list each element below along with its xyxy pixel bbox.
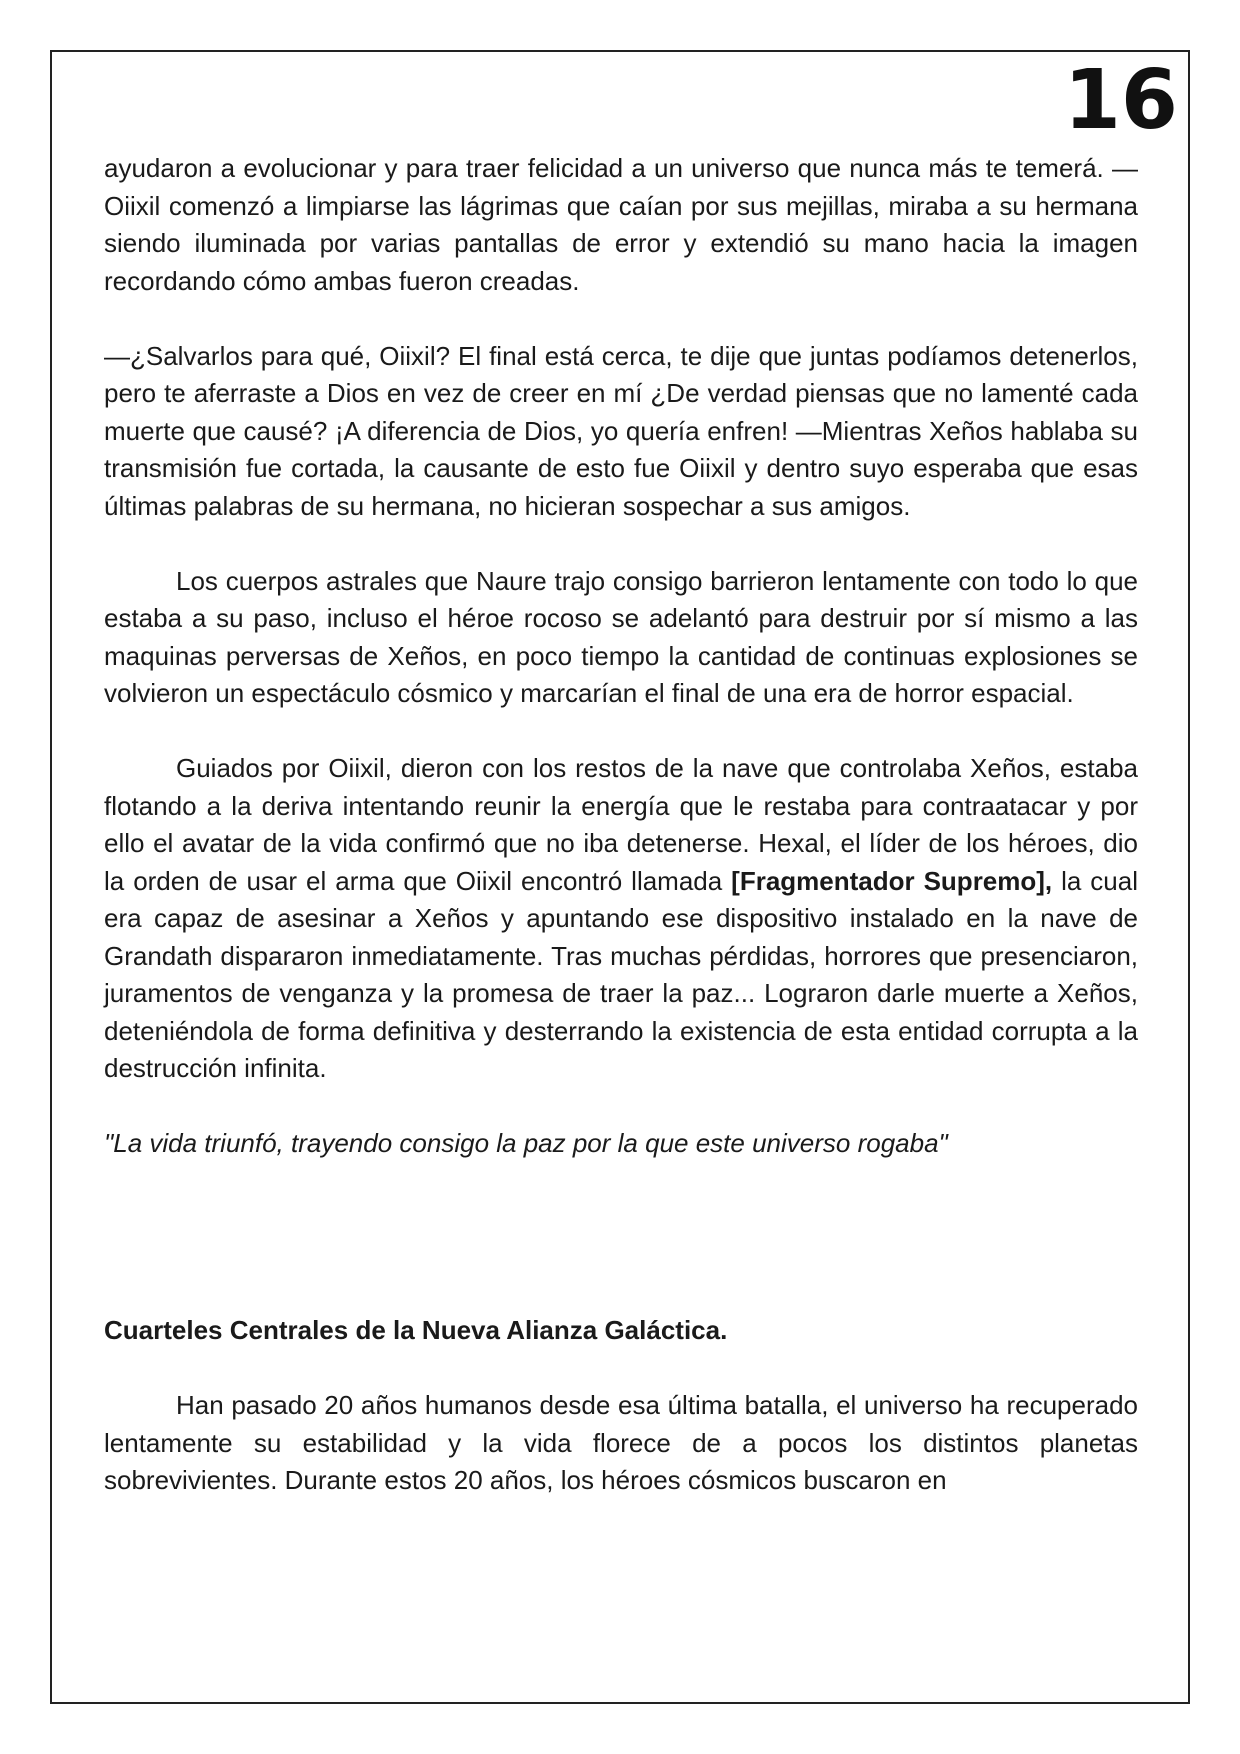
- document-body: [104, 150, 1138, 1537]
- weapon-name: [Fragmentador Supremo],: [731, 865, 1053, 896]
- paragraph-1: ayudaron a evolucionar y para traer felicidad a un universo que nunca más te temerá. —Oiixil comenzó a limpiarse las lágrimas que caían por sus mejillas, miraba a su hermana siendo iluminada por varias pantallas de error y extendió su mano hacia la imagen recordando cómo ambas fueron creadas.: [104, 153, 1138, 296]
- closing-quote: "La vida triunfó, trayendo consigo la paz por la que este universo rogaba": [104, 1128, 948, 1158]
- paragraph-4-text-after: la cual era capaz de asesinar a Xeños y apuntando ese dispositivo instalado en la nave de Grandath dispararon inmediatamente. Tras muchas pérdidas, horrores que presenciaron, juramentos de venganza y la promesa de traer la paz... Lograron darle muerte a Xeños, deteniéndola de forma definitiva y desterrando la existencia de esta entidad corrupta a la destrucción infinita.: [104, 865, 1138, 1083]
- paragraph-4-text-before: Guiados por Oiixil, dieron con los restos de la nave que controlaba Xeños, estaba flotando a la deriva intentando reunir la energía que le restaba para contraatacar y por ello el avatar de la vida confirmó que no iba detenerse. Hexal, el líder de los héroes, dio la orden de usar el arma que Oiixil encontró llamada: [104, 753, 1138, 896]
- paragraph-4: [104, 750, 1138, 1088]
- paragraph-3: Los cuerpos astrales que Naure trajo consigo barrieron lentamente con todo lo que estaba a su paso, incluso el héroe rocoso se adelantó para destruir por sí mismo a las maquinas perversas de Xeños, en poco tiempo la cantidad de continuas explosiones se volvieron un espectáculo cósmico y marcarían el final de una era de horror espacial.: [104, 565, 1138, 708]
- page-number: 16: [1063, 53, 1178, 148]
- section-heading: Cuarteles Centrales de la Nueva Alianza Galáctica.: [104, 1315, 728, 1345]
- paragraph-2: —¿Salvarlos para qué, Oiixil? El final está cerca, te dije que juntas podíamos detenerlos, pero te aferraste a Dios en vez de creer en mí ¿De verdad piensas que no lamenté cada muerte que causé? ¡A diferencia de Dios, yo quería enfren! —Mientras Xeños hablaba su transmisión fue cortada, la causante de esto fue Oiixil y dentro suyo esperaba que esas últimas palabras de su hermana, no hicieran sospechar a sus amigos.: [104, 340, 1138, 521]
- section-spacer: [104, 1200, 1138, 1312]
- paragraph-5: Han pasado 20 años humanos desde esa última batalla, el universo ha recuperado lentamente su estabilidad y la vida florece de a pocos los distintos planetas sobrevivientes. Durante estos 20 años, los héroes cósmicos buscaron en: [104, 1390, 1138, 1495]
